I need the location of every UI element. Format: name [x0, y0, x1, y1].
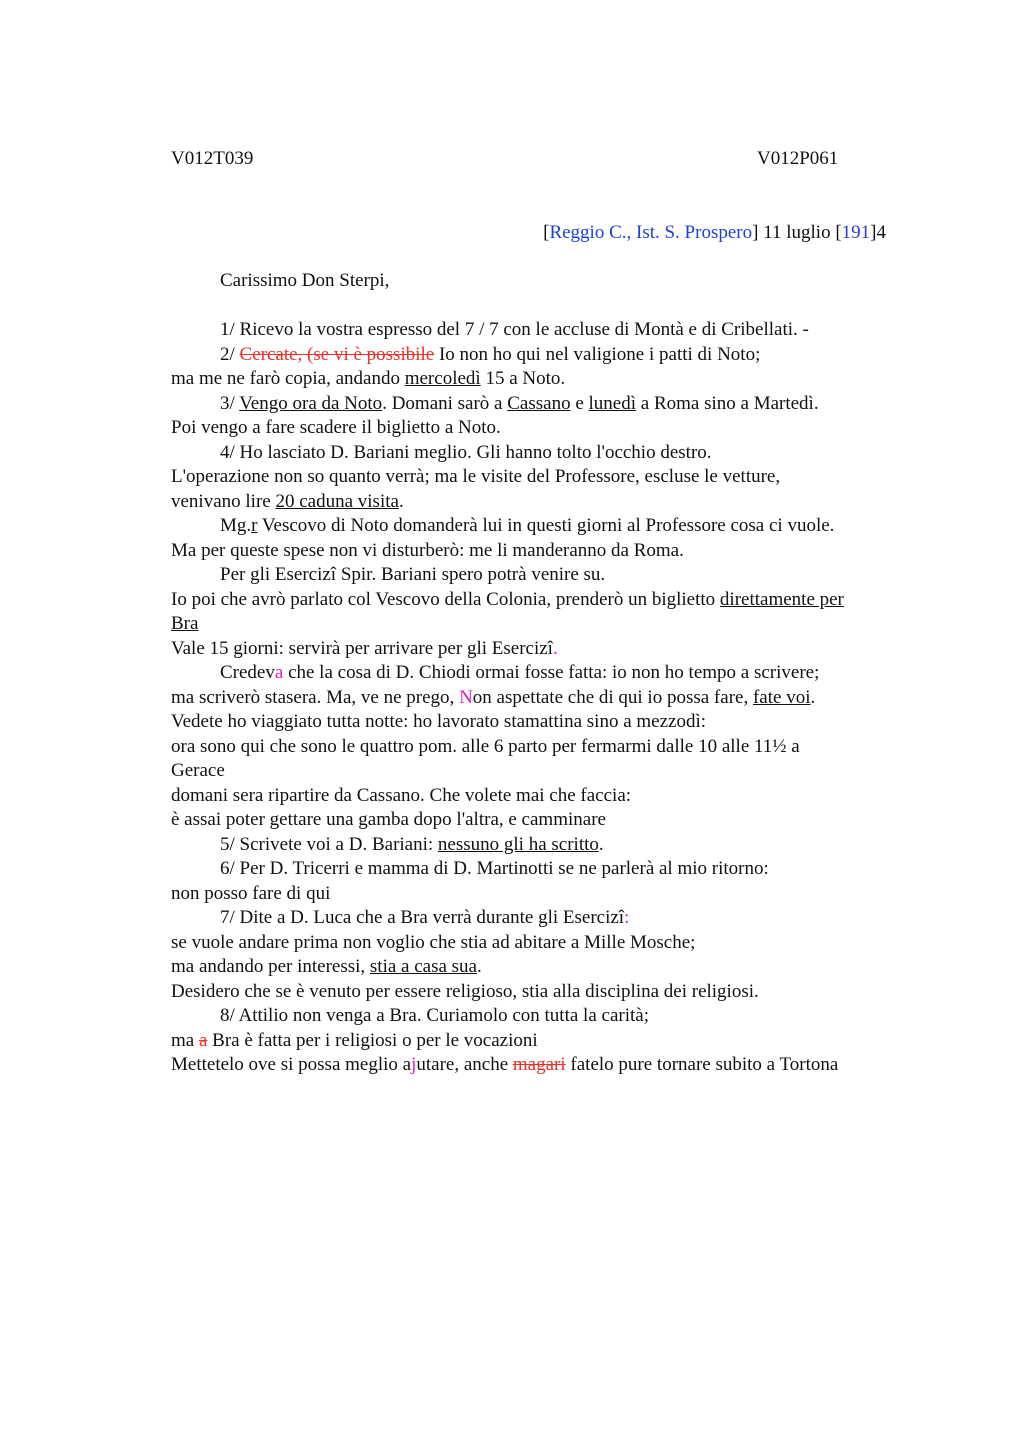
dateline-close: ]4	[870, 222, 886, 243]
editorial-mark: j	[411, 1054, 417, 1075]
dateline-date: ] 11 luglio [	[752, 222, 842, 243]
editorial-mark: .	[552, 637, 558, 659]
letter-line: Mettetelo ove si possa meglio ajutare, anche magari fatelo pure tornare subito a Tortona	[171, 1054, 839, 1075]
letter-line: 5/ Scrivete voi a D. Bariani: nessuno gli ha scritto.	[220, 833, 604, 855]
letter-body	[171, 318, 931, 1078]
letter-line: è assai poter gettare una gamba dopo l'altra, e camminare	[171, 809, 606, 830]
letter-line: 4/ Ho lasciato D. Bariani meglio. Gli hanno tolto l'occhio destro.	[220, 441, 712, 463]
deleted-text: Cercate, (se vi è possibile	[239, 343, 435, 365]
dateline	[543, 222, 886, 244]
underlined-text: direttamente per	[719, 588, 844, 610]
editorial-mark: N	[459, 686, 473, 708]
letter-line: venivano lire 20 caduna visita.	[171, 490, 404, 512]
underlined-text: mercoledì	[404, 368, 481, 389]
underlined-text: 20 caduna visita	[275, 490, 399, 512]
letter-line: Ma per queste spese non vi disturberò: me li manderanno da Roma.	[171, 539, 684, 561]
underlined-text: Cassano	[507, 392, 571, 414]
letter-line: 7/ Dite a D. Luca che a Bra verrà durante gli Esercizî:	[220, 907, 630, 928]
editorial-mark: a	[274, 662, 284, 683]
letter-line: Vedete ho viaggiato tutta notte: ho lavorato stamattina sino a mezzodì:	[171, 711, 707, 732]
letter-line: Io poi che avrò parlato col Vescovo della Colonia, prenderò un biglietto direttamente per	[171, 588, 844, 610]
letter-line: Credeva che la cosa di D. Chiodi ormai fosse fatta: io non ho tempo a scrivere;	[220, 662, 820, 683]
letter-line: Desidero che se è venuto per essere religioso, stia alla disciplina dei religiosi.	[171, 980, 759, 1002]
dateline-bracket: [	[543, 222, 550, 243]
letter-line: 8/ Attilio non venga a Bra. Curiamolo con tutta la carità;	[220, 1005, 649, 1026]
letter-line: ma a Bra è fatta per i religiosi o per le vocazioni	[171, 1029, 538, 1051]
deleted-text: a	[198, 1029, 208, 1051]
letter-line: Per gli Esercizî Spir. Bariani spero potrà venire su.	[220, 564, 606, 585]
letter-line: Vale 15 giorni: servirà per arrivare per gli Esercizî.	[171, 637, 558, 659]
letter-line: L'operazione non so quanto verrà; ma le visite del Professore, escluse le vetture,	[171, 466, 781, 487]
letter-line	[171, 612, 931, 637]
letter-line: 6/ Per D. Tricerri e mamma di D. Martinotti se ne parlerà al mio ritorno:	[220, 858, 769, 879]
underlined-text: Bra	[171, 613, 199, 634]
letter-line: Mg.r Vescovo di Noto domanderà lui in questi giorni al Professore cosa ci vuole.	[220, 515, 835, 536]
letter-line: domani sera ripartire da Cassano. Che volete mai che faccia:	[171, 784, 632, 806]
underlined-text: Vengo ora da Noto	[239, 392, 383, 414]
dateline-year: 191	[841, 222, 871, 243]
underlined-text: fate voi	[752, 686, 811, 708]
letter-line: 1/ Ricevo la vostra espresso del 7 / 7 con le accluse di Montà e di Cribellati. -	[220, 319, 809, 340]
underlined-text: nessuno gli ha scritto	[437, 833, 599, 855]
letter-line: 3/ Vengo ora da Noto. Domani sarò a Cassano e lunedì a Roma sino a Martedì.	[220, 392, 819, 414]
letter-line: Gerace	[171, 760, 225, 781]
underlined-text: stia a casa sua	[369, 956, 477, 977]
underlined-text: r	[251, 515, 258, 536]
letter-line: 2/ Cercate, (se vi è possibile Io non ho qui nel valigione i patti di Noto;	[220, 343, 761, 365]
letter-line: se vuole andare prima non voglio che stia ad abitare a Mille Mosche;	[171, 931, 696, 953]
dateline-place: Reggio C., Ist. S. Prospero	[549, 222, 753, 243]
salutation: Carissimo Don Sterpi,	[220, 270, 390, 291]
letter-line: ora sono qui che sono le quattro pom. alle 6 parto per fermarmi dalle 10 alle 11½ a	[171, 735, 800, 757]
letter-line: ma andando per interessi, stia a casa sua.	[171, 956, 482, 977]
header-right-code: V012P061	[757, 148, 839, 169]
letter-line: ma me ne farò copia, andando mercoledì 15 a Noto.	[171, 368, 566, 389]
underlined-text: lunedì	[588, 392, 637, 414]
editorial-mark: :	[624, 907, 630, 928]
letter-line: Poi vengo a fare scadere il biglietto a Noto.	[171, 417, 501, 438]
letter-line: non posso fare di qui	[171, 882, 331, 904]
deleted-text: magari	[512, 1054, 566, 1075]
header-left-code: V012T039	[171, 148, 254, 169]
letter-line: ma scriverò stasera. Ma, ve ne prego, Non aspettate che di qui io possa fare, fate voi.	[171, 686, 816, 708]
